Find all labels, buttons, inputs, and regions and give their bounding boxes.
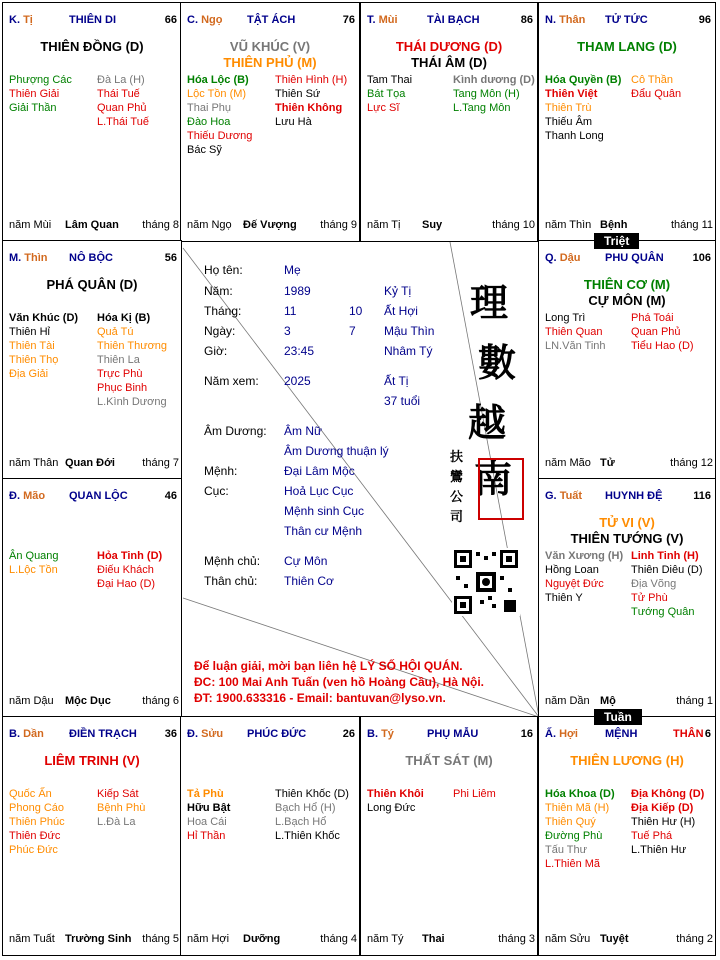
footer-thang: tháng 3 bbox=[498, 933, 535, 945]
star-list-left bbox=[9, 73, 72, 115]
footer-thang: tháng 11 bbox=[670, 219, 713, 231]
star-item: Thiên Sứ bbox=[275, 88, 321, 100]
label-thang: Tháng: bbox=[204, 304, 242, 318]
star-item: Thanh Long bbox=[545, 130, 604, 142]
footer-truong-sinh: Quan Đới bbox=[65, 457, 115, 469]
footer-truong-sinh: Lâm Quan bbox=[65, 219, 119, 231]
star-item: Thiên Trù bbox=[545, 102, 592, 114]
star-item: Thiếu Âm bbox=[545, 116, 593, 128]
star-list-right bbox=[275, 787, 349, 843]
star-item: Hỉ Thần bbox=[187, 830, 226, 842]
footer-nam: năm Dần bbox=[545, 695, 590, 707]
palace-than-label: THÂN bbox=[673, 728, 704, 740]
footer-nam: năm Sửu bbox=[545, 933, 591, 945]
palace-chi: Dậu bbox=[559, 252, 581, 264]
value-nam: 1989 bbox=[284, 284, 311, 298]
star-item: Địa Kiếp (D) bbox=[631, 802, 694, 814]
star-item: Hóa Lộc (B) bbox=[187, 74, 249, 86]
main-star: THIÊN TƯỚNG (V) bbox=[570, 531, 684, 546]
palace-header bbox=[367, 14, 533, 26]
footer-nam: năm Mão bbox=[545, 457, 591, 469]
star-item: Tang Môn (H) bbox=[453, 88, 520, 100]
palace-cell-hoi[interactable] bbox=[538, 716, 716, 956]
palace-number: 96 bbox=[698, 14, 711, 26]
palace-footer bbox=[361, 933, 539, 947]
value-than-chu: Thiên Cơ bbox=[284, 574, 334, 588]
palace-cell-ti[interactable] bbox=[360, 716, 538, 956]
palace-header bbox=[9, 490, 177, 502]
palace-can: Q. bbox=[545, 252, 557, 264]
star-item: Phong Cáo bbox=[9, 802, 65, 814]
main-star: THIÊN CƠ (M) bbox=[583, 277, 671, 292]
star-list-right bbox=[631, 787, 704, 857]
star-list-right bbox=[631, 73, 681, 101]
palace-footer bbox=[3, 695, 183, 709]
footer-truong-sinh: Suy bbox=[422, 219, 443, 231]
palace-name: TÀI BẠCH bbox=[427, 14, 480, 26]
palace-chi: Tuất bbox=[559, 490, 583, 502]
value-tuoi: 37 tuổi bbox=[384, 394, 421, 408]
star-list-right bbox=[97, 73, 149, 129]
label-nam: Năm: bbox=[204, 284, 233, 298]
label-than-chu: Thân chủ: bbox=[204, 574, 258, 588]
palace-number: 116 bbox=[693, 490, 711, 502]
palace-footer bbox=[3, 219, 183, 233]
star-list-left bbox=[187, 787, 230, 843]
star-item: Ân Quang bbox=[9, 550, 59, 562]
star-item: Tuế Phá bbox=[631, 830, 673, 842]
footer-thang: tháng 7 bbox=[142, 457, 179, 469]
palace-chi: Tị bbox=[23, 14, 33, 26]
star-item: L.Thái Tuế bbox=[97, 116, 149, 128]
star-item: Quan Phủ bbox=[631, 326, 681, 338]
palace-header bbox=[545, 14, 711, 26]
star-list-left bbox=[367, 73, 412, 115]
palace-cell-dau[interactable] bbox=[538, 240, 716, 480]
footer-thang: tháng 4 bbox=[320, 933, 357, 945]
main-star: THIÊN LƯƠNG (H) bbox=[570, 753, 684, 768]
calligraphy-char-3: 越 bbox=[468, 400, 507, 445]
star-item: Đường Phù bbox=[545, 830, 603, 842]
palace-name: MỆNH bbox=[605, 728, 638, 740]
star-item: Thiên Thương bbox=[97, 340, 168, 352]
calligraphy-char-2: 數 bbox=[478, 340, 517, 385]
star-item: Hóa Quyền (B) bbox=[545, 74, 622, 86]
star-item: Phượng Các bbox=[9, 74, 72, 86]
palace-footer bbox=[3, 933, 183, 947]
palace-cell-ty[interactable] bbox=[2, 2, 182, 242]
star-item: L.Đà La bbox=[97, 816, 136, 828]
star-item: Đà La (H) bbox=[97, 74, 145, 86]
star-item: Tử Phù bbox=[631, 592, 668, 604]
star-item: Thiên Khốc (D) bbox=[275, 788, 349, 800]
sub-calli-4: 司 bbox=[450, 510, 464, 525]
value-ngay-can: Mậu Thìn bbox=[384, 324, 435, 338]
value-gio-can: Nhâm Tý bbox=[384, 344, 433, 358]
star-item: Văn Khúc (D) bbox=[9, 312, 79, 324]
triet-badge: Triệt bbox=[594, 233, 639, 249]
footer-truong-sinh: Dưỡng bbox=[243, 933, 281, 945]
red-seal-icon bbox=[478, 458, 524, 520]
star-item: Tả Phù bbox=[187, 788, 224, 800]
palace-can: Ấ. bbox=[545, 728, 556, 740]
main-star: THIÊN PHỦ (M) bbox=[223, 55, 317, 70]
star-item: Thiên Tài bbox=[9, 340, 55, 352]
palace-header bbox=[545, 490, 711, 502]
palace-number: 16 bbox=[520, 728, 533, 740]
palace-footer bbox=[181, 933, 361, 947]
star-item: Hữu Bật bbox=[187, 802, 231, 814]
star-item: Thiên Quan bbox=[545, 326, 603, 338]
palace-cell-dan[interactable] bbox=[2, 716, 182, 956]
star-list-left bbox=[9, 311, 78, 381]
star-list-right bbox=[97, 787, 145, 829]
star-item: Thai Phụ bbox=[187, 102, 232, 114]
footer-nam: năm Tị bbox=[367, 219, 401, 231]
main-star: THIÊN ĐỒNG (D) bbox=[40, 39, 144, 54]
calligraphy-char-1: 理 bbox=[470, 280, 509, 325]
value-thang: 11 bbox=[284, 304, 297, 318]
star-list-left bbox=[545, 73, 621, 143]
palace-number: 56 bbox=[164, 252, 177, 264]
label-nam-xem: Năm xem: bbox=[204, 374, 259, 388]
palace-header bbox=[187, 728, 355, 740]
main-star: VŨ KHÚC (V) bbox=[229, 39, 311, 54]
star-item: Tam Thai bbox=[367, 74, 413, 86]
star-item: Hỏa Tinh (D) bbox=[97, 550, 163, 562]
value-ngay: 3 bbox=[284, 324, 291, 338]
main-star: CỰ MÔN (M) bbox=[588, 293, 666, 308]
star-item: Bát Tọa bbox=[367, 88, 406, 100]
palace-footer bbox=[539, 219, 717, 233]
star-item: Văn Xương (H) bbox=[545, 550, 624, 562]
palace-cell-thin[interactable] bbox=[2, 240, 182, 480]
palace-can: G. bbox=[545, 490, 557, 502]
palace-chi: Thìn bbox=[24, 252, 48, 264]
main-star: PHÁ QUÂN (D) bbox=[46, 277, 138, 292]
main-star: THẤT SÁT (M) bbox=[405, 753, 493, 768]
palace-footer bbox=[539, 695, 717, 709]
main-star: THÁI ÂM (D) bbox=[411, 55, 487, 70]
palace-header bbox=[187, 14, 355, 26]
star-item: Thiếu Dương bbox=[187, 130, 253, 142]
palace-header bbox=[9, 252, 177, 264]
star-item: Thiên Y bbox=[545, 592, 583, 604]
star-item: Lưu Hà bbox=[275, 116, 312, 128]
star-item: Thiên Hỉ bbox=[9, 326, 50, 338]
palace-chi: Sửu bbox=[201, 728, 224, 740]
star-list-right bbox=[631, 549, 703, 619]
palace-name: HUYNH ĐỆ bbox=[605, 490, 663, 502]
palace-can: K. bbox=[9, 14, 20, 26]
star-item: Trực Phù bbox=[97, 368, 143, 380]
palace-number: 36 bbox=[164, 728, 177, 740]
star-list-left bbox=[545, 787, 615, 871]
main-star: THAM LANG (D) bbox=[577, 39, 677, 54]
palace-chi: Mão bbox=[23, 490, 46, 502]
label-menh-chu: Mệnh chủ: bbox=[204, 554, 261, 568]
palace-header bbox=[545, 728, 711, 740]
palace-header bbox=[367, 728, 533, 740]
palace-can: M. bbox=[9, 252, 22, 264]
label-ngay: Ngày: bbox=[204, 324, 236, 338]
label-am-duong: Âm Dương: bbox=[204, 424, 267, 438]
main-star: LIÊM TRINH (V) bbox=[44, 753, 140, 768]
star-item: L.Lộc Tồn bbox=[9, 564, 58, 576]
palace-number: 76 bbox=[342, 14, 355, 26]
star-item: Hóa Kị (B) bbox=[97, 312, 151, 324]
palace-chi: Hợi bbox=[559, 728, 578, 740]
star-list-right bbox=[97, 311, 167, 409]
footer-thang: tháng 6 bbox=[142, 695, 179, 707]
star-item: Hoa Cái bbox=[187, 816, 227, 828]
footer-thang: tháng 10 bbox=[492, 219, 535, 231]
footer-truong-sinh: Trường Sinh bbox=[65, 933, 132, 945]
star-item: Thiên Thọ bbox=[9, 354, 59, 366]
star-list-right bbox=[453, 73, 535, 115]
footer-nam: năm Tý bbox=[367, 933, 404, 945]
palace-cell-mui[interactable] bbox=[360, 2, 538, 242]
footer-truong-sinh: Đế Vượng bbox=[243, 219, 297, 231]
palace-number: 46 bbox=[164, 490, 177, 502]
star-item: Tấu Thư bbox=[545, 844, 588, 856]
star-item: L.Thiên Khốc bbox=[275, 830, 340, 842]
footer-thang: tháng 8 bbox=[142, 219, 179, 231]
footer-truong-sinh: Thai bbox=[422, 933, 445, 945]
star-item: L.Tang Môn bbox=[453, 102, 511, 114]
main-star: TỬ VI (V) bbox=[599, 515, 655, 530]
palace-name: THIÊN DI bbox=[69, 14, 117, 26]
footer-nam: năm Mùi bbox=[9, 219, 52, 231]
label-ho-ten: Họ tên: bbox=[204, 263, 243, 277]
value-menh-chu: Cự Môn bbox=[284, 554, 328, 568]
qr-code-icon[interactable] bbox=[452, 548, 520, 616]
value-nam-can: Kỷ Tị bbox=[384, 284, 412, 298]
contact-line-3: ĐT: 1900.633316 - Email: bantuvan@lyso.vn. bbox=[194, 691, 446, 705]
star-item: L.Thiên Mã bbox=[545, 858, 601, 870]
palace-name: PHU QUÂN bbox=[605, 252, 664, 264]
value-ho-ten: Mẹ bbox=[284, 263, 301, 277]
star-item: Giải Thần bbox=[9, 102, 57, 114]
star-item: L.Bạch Hổ bbox=[275, 816, 327, 828]
star-list-right bbox=[631, 311, 694, 353]
palace-chi: Thân bbox=[559, 14, 586, 26]
star-item: Thiên Mã (H) bbox=[545, 802, 610, 814]
star-item: Quả Tú bbox=[97, 326, 134, 338]
star-item: Tướng Quân bbox=[631, 606, 695, 618]
star-item: Bệnh Phù bbox=[97, 802, 146, 814]
star-item: Điếu Khách bbox=[97, 564, 154, 576]
star-item: Thiên Diêu (D) bbox=[631, 564, 703, 576]
value-am-duong-2: Âm Dương thuận lý bbox=[284, 444, 389, 458]
contact-line-1: Để luận giải, mời bạn liên hệ LÝ SỐ HỘI QUÁN. bbox=[194, 659, 463, 673]
star-item: Long Trì bbox=[545, 312, 586, 324]
label-menh: Mệnh: bbox=[204, 464, 238, 478]
value-menh: Đại Lâm Mộc bbox=[284, 464, 355, 478]
value-cuc-3: Thân cư Mệnh bbox=[284, 524, 363, 538]
value-ngay-am: 7 bbox=[349, 324, 356, 338]
star-item: LN.Văn Tinh bbox=[545, 340, 606, 352]
star-list-left bbox=[9, 787, 65, 857]
palace-cell-suu[interactable] bbox=[180, 716, 360, 956]
palace-footer bbox=[539, 457, 717, 471]
star-item: Phi Liêm bbox=[453, 788, 496, 800]
palace-can: C. bbox=[187, 14, 198, 26]
sub-calli-2: 鸞 bbox=[450, 470, 464, 485]
footer-nam: năm Ngọ bbox=[187, 219, 232, 231]
star-item: Lộc Tồn (M) bbox=[187, 88, 247, 100]
value-thang-can: Ất Hợi bbox=[384, 304, 418, 318]
star-list-left bbox=[367, 787, 424, 815]
palace-name: QUAN LỘC bbox=[69, 490, 128, 502]
star-list-left bbox=[187, 73, 252, 157]
star-list-left bbox=[545, 311, 606, 353]
star-item: Bác Sỹ bbox=[187, 144, 222, 156]
star-item: Quốc Ấn bbox=[9, 788, 52, 800]
tuan-badge: Tuần bbox=[594, 709, 642, 725]
star-item: Thiên Phúc bbox=[9, 816, 65, 828]
palace-can: T. bbox=[367, 14, 376, 26]
star-item: Thiên Không bbox=[275, 102, 343, 114]
star-item: Quan Phủ bbox=[97, 102, 147, 114]
palace-cell-mao[interactable] bbox=[2, 478, 182, 718]
main-star: THÁI DƯƠNG (D) bbox=[395, 39, 503, 54]
star-item: Đào Hoa bbox=[187, 116, 231, 128]
value-gio: 23:45 bbox=[284, 344, 315, 358]
footer-nam: năm Hợi bbox=[187, 933, 230, 945]
palace-cell-tuat[interactable] bbox=[538, 478, 716, 718]
footer-truong-sinh: Tuyệt bbox=[600, 933, 629, 945]
star-item: Thiên Khôi bbox=[367, 788, 424, 800]
star-item: Hồng Loan bbox=[545, 564, 599, 576]
footer-truong-sinh: Mộ bbox=[600, 695, 616, 707]
star-item: Địa Không (D) bbox=[631, 788, 705, 800]
contact-line-2: ĐC: 100 Mai Anh Tuấn (ven hồ Hoàng Cầu), Hà Nội. bbox=[194, 675, 485, 689]
value-am-duong: Âm Nữ bbox=[284, 424, 323, 438]
palace-footer bbox=[181, 219, 361, 233]
star-item: Phục Binh bbox=[97, 382, 148, 394]
star-item: Phúc Đức bbox=[9, 844, 58, 856]
value-cuc: Hoả Lục Cục bbox=[284, 484, 354, 498]
star-list-left bbox=[545, 549, 623, 605]
star-item: L.Thiên Hư bbox=[631, 844, 687, 856]
palace-name: PHỤ MẪU bbox=[427, 728, 479, 740]
star-item: Phá Toái bbox=[631, 312, 674, 324]
footer-thang: tháng 12 bbox=[670, 457, 713, 469]
footer-nam: năm Dậu bbox=[9, 695, 54, 707]
star-item: Thiên Hư (H) bbox=[631, 816, 696, 828]
star-item: Tiểu Hao (D) bbox=[631, 340, 694, 352]
star-item: Kình dương (D) bbox=[453, 74, 535, 86]
palace-can: Đ. bbox=[187, 728, 198, 740]
star-item: Thiên La bbox=[97, 354, 140, 366]
palace-can: B. bbox=[9, 728, 20, 740]
palace-chi: Mùi bbox=[378, 14, 398, 26]
footer-truong-sinh: Tử bbox=[600, 457, 615, 469]
sub-calli-1: 扶 bbox=[450, 450, 464, 465]
star-list-right bbox=[453, 787, 496, 801]
palace-cell-ngo[interactable] bbox=[180, 2, 360, 242]
palace-can: Đ. bbox=[9, 490, 20, 502]
value-nam-xem: 2025 bbox=[284, 374, 311, 388]
footer-nam: năm Thìn bbox=[545, 219, 592, 231]
value-thang-am: 10 bbox=[349, 304, 363, 318]
palace-name: NÔ BỘC bbox=[69, 252, 113, 264]
palace-number: 106 bbox=[692, 252, 711, 264]
star-item: L.Kình Dương bbox=[97, 396, 167, 408]
palace-number: 66 bbox=[164, 14, 177, 26]
star-item: Thái Tuế bbox=[97, 88, 140, 100]
palace-chi: Ngọ bbox=[201, 14, 223, 26]
palace-name: PHÚC ĐỨC bbox=[247, 728, 307, 740]
star-item: Địa Võng bbox=[631, 578, 677, 590]
palace-name: TẬT ÁCH bbox=[247, 14, 296, 26]
star-item: Linh Tinh (H) bbox=[631, 550, 699, 562]
star-item: Cô Thần bbox=[631, 74, 673, 86]
footer-thang: tháng 1 bbox=[676, 695, 713, 707]
footer-thang: tháng 9 bbox=[320, 219, 357, 231]
star-item: Đẩu Quân bbox=[631, 88, 682, 100]
palace-chi: Tý bbox=[381, 728, 394, 740]
star-item: Nguyệt Đức bbox=[545, 578, 604, 590]
palace-cell-than[interactable] bbox=[538, 2, 716, 242]
footer-nam: năm Thân bbox=[9, 457, 59, 469]
palace-footer bbox=[361, 219, 539, 233]
star-item: Bạch Hổ (H) bbox=[275, 802, 336, 814]
calligraphy-char-4: 南 bbox=[474, 456, 513, 501]
palace-name: TỬ TỨC bbox=[605, 14, 648, 26]
palace-header bbox=[9, 728, 177, 740]
star-list-right bbox=[97, 549, 162, 591]
star-item: Long Đức bbox=[367, 802, 416, 814]
label-gio: Giờ: bbox=[204, 344, 228, 358]
footer-truong-sinh: Mộc Dục bbox=[65, 695, 111, 707]
sub-calli-3: 公 bbox=[450, 490, 464, 505]
star-item: Thiên Hình (H) bbox=[275, 74, 348, 86]
palace-footer bbox=[539, 933, 717, 947]
palace-header bbox=[545, 252, 711, 264]
palace-number: 86 bbox=[520, 14, 533, 26]
star-item: Thiên Đức bbox=[9, 830, 61, 842]
palace-number: 26 bbox=[342, 728, 355, 740]
star-item: Thiên Quý bbox=[545, 816, 596, 828]
palace-header bbox=[9, 14, 177, 26]
star-item: Địa Giải bbox=[9, 368, 49, 380]
star-item: Hóa Khoa (D) bbox=[545, 788, 615, 800]
palace-name: ĐIỀN TRẠCH bbox=[69, 728, 137, 740]
value-cuc-2: Mệnh sinh Cục bbox=[284, 504, 365, 518]
footer-thang: tháng 5 bbox=[142, 933, 179, 945]
star-item: Kiếp Sát bbox=[97, 788, 139, 800]
star-item: Thiên Giải bbox=[9, 88, 60, 100]
footer-thang: tháng 2 bbox=[676, 933, 713, 945]
footer-truong-sinh: Bệnh bbox=[600, 219, 628, 231]
star-item: Thiên Việt bbox=[545, 88, 598, 100]
star-item: Đại Hao (D) bbox=[97, 578, 156, 590]
label-cuc: Cục: bbox=[204, 484, 229, 498]
star-list-left bbox=[9, 549, 59, 577]
footer-nam: năm Tuất bbox=[9, 933, 55, 945]
palace-chi: Dần bbox=[23, 728, 44, 740]
palace-can: N. bbox=[545, 14, 556, 26]
value-nam-xem-can: Ất Tị bbox=[384, 374, 409, 388]
palace-number: 6 bbox=[704, 728, 711, 740]
star-list-right bbox=[275, 73, 347, 129]
star-item: Lực Sĩ bbox=[367, 102, 400, 114]
palace-can: B. bbox=[367, 728, 378, 740]
palace-footer bbox=[3, 457, 183, 471]
